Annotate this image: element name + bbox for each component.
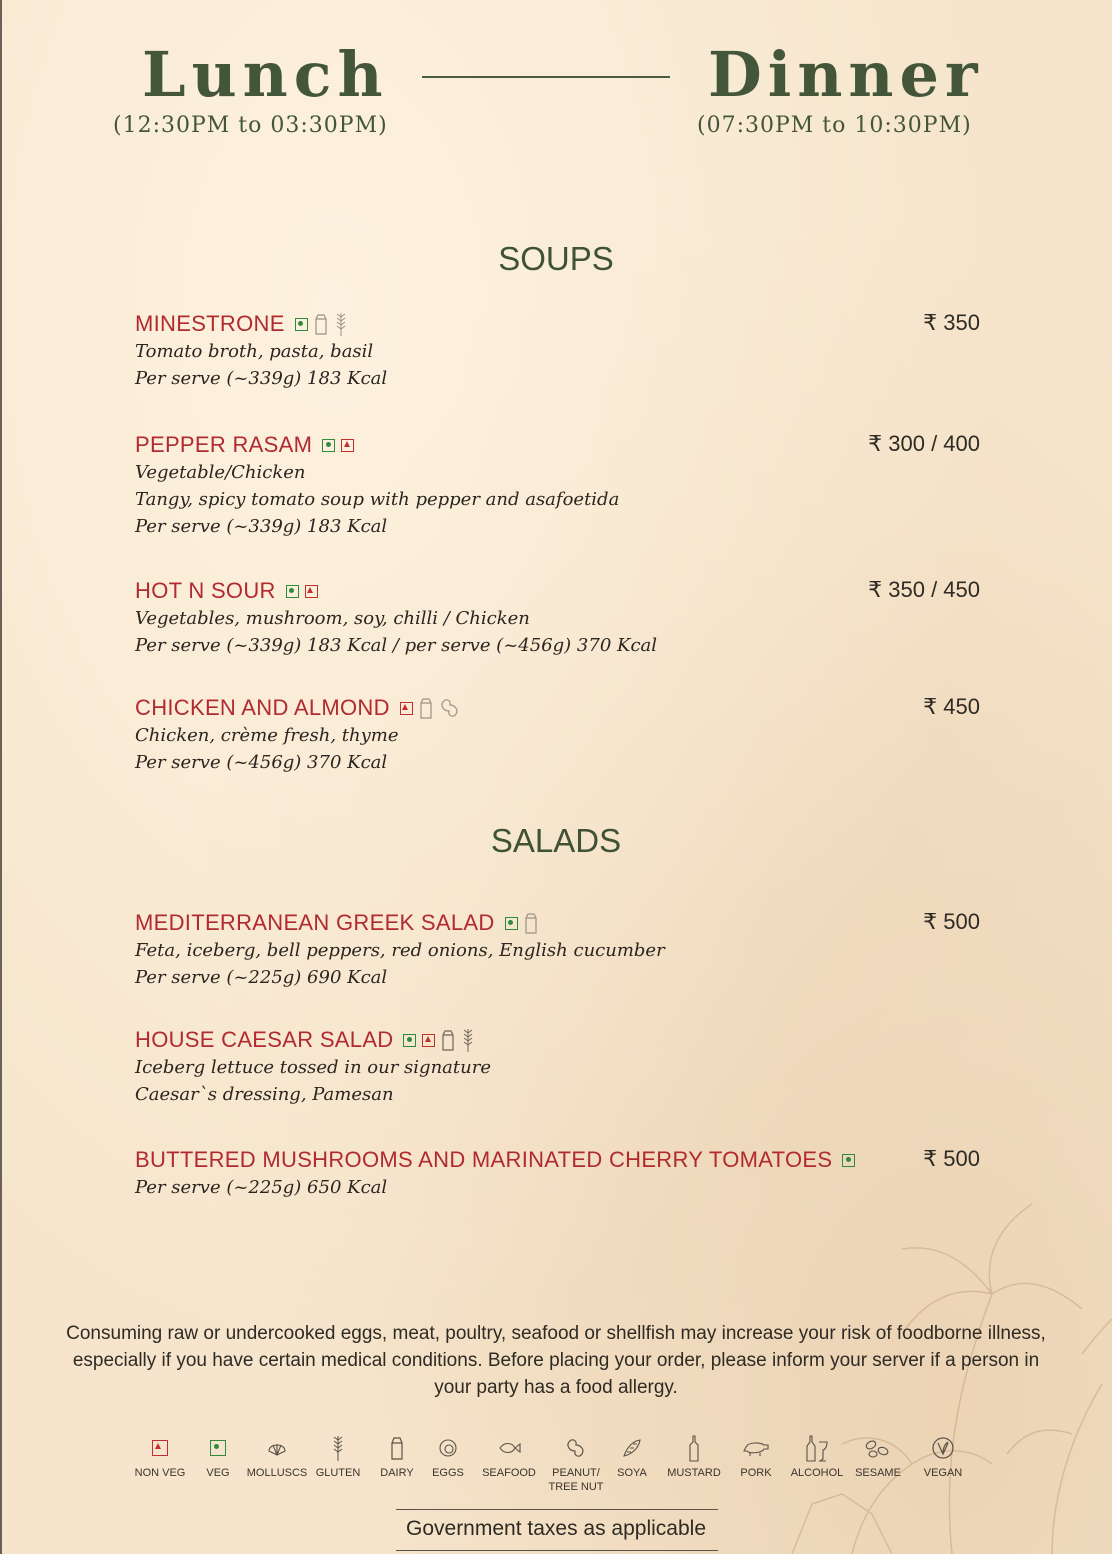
- item-description: Tomato broth, pasta, basil: [135, 341, 374, 362]
- lunch-hours: (12:30PM to 03:30PM): [113, 113, 388, 138]
- dietary-legend: [0, 1434, 1112, 1504]
- item-price: ₹ 500: [923, 909, 980, 934]
- veg-icon: [286, 585, 299, 598]
- legend-item-pork: [721, 1434, 791, 1480]
- menu-item-house-caesar-salad: [135, 1026, 980, 1108]
- item-calories: Per serve (~225g) 650 Kcal: [135, 1177, 388, 1198]
- dairy-icon: [524, 912, 538, 934]
- item-calories: Per serve (~456g) 370 Kcal: [135, 752, 388, 773]
- legend-label: SOYA: [617, 1467, 647, 1479]
- veg-icon: [505, 917, 518, 930]
- legend-label: NON VEG: [134, 1467, 186, 1479]
- veg-icon: [842, 1154, 855, 1167]
- gluten-icon: [331, 1434, 345, 1462]
- item-calories: Per serve (~339g) 183 Kcal / per serve (~456g) 370 Kcal: [135, 635, 658, 656]
- eggs-icon: [438, 1438, 458, 1458]
- non-veg-icon: [152, 1440, 168, 1456]
- taxes-note: Government taxes as applicable: [406, 1517, 706, 1540]
- legend-label: EGGS: [432, 1467, 464, 1479]
- legend-item-vegan: [908, 1434, 978, 1480]
- seafood-icon: [497, 1440, 521, 1456]
- allergy-disclaimer: Consuming raw or undercooked eggs, meat, poultry, seafood or shellfish may increase your risk of foodborne illness, especially if you have certain medical conditions. Before placing your order, please inform your server if a person in your party has a food allergy.: [66, 1323, 1046, 1398]
- non-veg-icon: [422, 1034, 435, 1047]
- dairy-icon: [390, 1436, 404, 1460]
- soya-icon: [621, 1437, 643, 1459]
- menu-item-chicken-and-almond: [135, 694, 980, 776]
- item-price: ₹ 350: [923, 310, 980, 335]
- veg-icon: [295, 318, 308, 331]
- sesame-icon: [863, 1437, 893, 1459]
- alcohol-icon: [806, 1434, 828, 1462]
- item-calories: Per serve (~225g) 690 Kcal: [135, 967, 388, 988]
- menu-item-mediterranean-greek-salad: [135, 909, 980, 991]
- legend-item-alcohol: [782, 1434, 852, 1480]
- veg-icon: [210, 1440, 226, 1456]
- dinner-title: Dinner: [708, 38, 984, 111]
- taxes-top-rule: [396, 1509, 718, 1510]
- section-title-salads: SALADS: [490, 822, 622, 859]
- legend-item-mustard: [659, 1434, 729, 1480]
- legend-label: DAIRY: [380, 1467, 414, 1479]
- item-calories: Per serve (~339g) 183 Kcal: [135, 516, 388, 537]
- item-description: Caesar`s dressing, Pamesan: [135, 1084, 394, 1105]
- legend-item-soya: [597, 1434, 667, 1480]
- legend-label: PEANUT/ TREE NUT: [548, 1467, 604, 1493]
- veg-icon: [322, 439, 335, 452]
- item-description: Feta, iceberg, bell peppers, red onions, English cucumber: [135, 940, 665, 961]
- legend-label: GLUTEN: [315, 1467, 361, 1479]
- lunch-title: Lunch: [142, 38, 389, 111]
- legend-item-seafood: [474, 1434, 544, 1480]
- legend-label: VEG: [206, 1467, 230, 1479]
- legend-label: VEGAN: [923, 1467, 963, 1479]
- taxes-bottom-rule: [396, 1550, 718, 1551]
- menu-item-buttered-mushrooms: [135, 1146, 980, 1201]
- pork-icon: [742, 1439, 770, 1457]
- header-divider: [422, 76, 670, 78]
- legend-item-eggs: [413, 1434, 483, 1480]
- item-name: BUTTERED MUSHROOMS AND MARINATED CHERRY TOMATOES: [135, 1147, 833, 1172]
- item-name: HOUSE CAESAR SALAD: [135, 1027, 394, 1052]
- dairy-icon: [441, 1029, 455, 1051]
- dairy-icon: [419, 697, 433, 719]
- legend-label: MUSTARD: [667, 1467, 721, 1479]
- legend-item-molluscs: [242, 1434, 312, 1480]
- non-veg-icon: [305, 585, 318, 598]
- page-edge: [0, 0, 2, 1554]
- item-name: MINESTRONE: [135, 311, 285, 336]
- menu-item-pepper-rasam: [135, 431, 980, 540]
- gluten-icon: [461, 1027, 475, 1053]
- dinner-hours: (07:30PM to 10:30PM): [697, 113, 972, 138]
- peanut-icon: [565, 1437, 587, 1459]
- veg-icon: [403, 1034, 416, 1047]
- item-name: PEPPER RASAM: [135, 432, 313, 457]
- legend-item-sesame: [843, 1434, 913, 1480]
- item-price: ₹ 500: [923, 1146, 980, 1171]
- item-name: HOT N SOUR: [135, 578, 276, 603]
- non-veg-icon: [341, 439, 354, 452]
- legend-label: PORK: [740, 1467, 772, 1479]
- item-price: ₹ 450: [923, 694, 980, 719]
- dairy-icon: [314, 313, 328, 335]
- item-description: Chicken, crème fresh, thyme: [135, 725, 399, 746]
- legend-label: ALCOHOL: [790, 1467, 844, 1479]
- menu-item-minestrone: [135, 310, 980, 392]
- item-price: ₹ 350 / 450: [868, 577, 980, 602]
- legend-label: SESAME: [855, 1467, 901, 1479]
- item-name: MEDITERRANEAN GREEK SALAD: [135, 910, 495, 935]
- item-calories: Per serve (~339g) 183 Kcal: [135, 368, 388, 389]
- item-description: Tangy, spicy tomato soup with pepper and asafoetida: [135, 489, 620, 510]
- molluscs-icon: [267, 1439, 287, 1457]
- gluten-icon: [334, 311, 348, 337]
- section-title-soups: SOUPS: [498, 240, 614, 277]
- mustard-icon: [687, 1434, 701, 1462]
- item-description: Iceberg lettuce tossed in our signature: [135, 1057, 491, 1078]
- item-description: Vegetables, mushroom, soy, chilli / Chicken: [135, 608, 530, 629]
- legend-label: SEAFOOD: [482, 1467, 536, 1479]
- legend-label: MOLLUSCS: [246, 1467, 308, 1479]
- item-name: CHICKEN AND ALMOND: [135, 695, 390, 720]
- vegan-icon: [931, 1436, 955, 1460]
- non-veg-icon: [400, 702, 413, 715]
- peanut-icon: [439, 697, 461, 719]
- item-description: Vegetable/Chicken: [135, 462, 306, 483]
- item-price: ₹ 300 / 400: [868, 431, 980, 456]
- menu-item-hot-n-sour: [135, 577, 980, 659]
